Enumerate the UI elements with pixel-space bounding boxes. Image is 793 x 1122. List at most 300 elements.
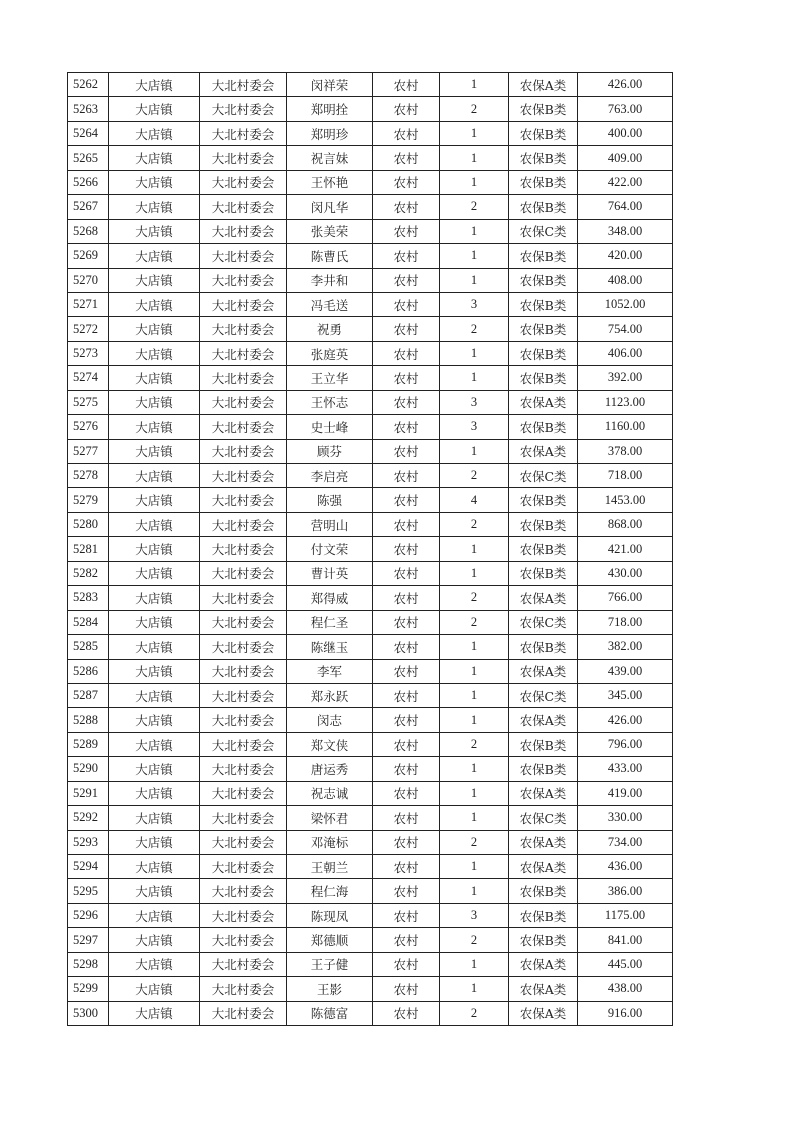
village-committee-cell: 大北村委会 (200, 464, 287, 488)
town-cell: 大店镇 (109, 732, 200, 756)
table-row (68, 781, 673, 805)
amount-cell: 841.00 (578, 928, 673, 952)
village-committee-cell: 大北村委会 (200, 512, 287, 536)
person-name-cell: 陈德富 (287, 1001, 373, 1025)
insurance-category-cell: 农保A类 (509, 390, 578, 414)
amount-cell: 796.00 (578, 732, 673, 756)
record-id-cell: 5266 (68, 170, 109, 194)
person-name-cell: 程仁圣 (287, 610, 373, 634)
person-name-cell: 闵祥荣 (287, 73, 373, 97)
person-name-cell: 王怀艳 (287, 170, 373, 194)
town-cell: 大店镇 (109, 170, 200, 194)
household-type-cell: 农村 (373, 659, 440, 683)
household-type-cell: 农村 (373, 244, 440, 268)
insurance-category-cell: 农保B类 (509, 537, 578, 561)
household-size-cell: 2 (440, 586, 509, 610)
table-row (68, 757, 673, 781)
village-committee-cell: 大北村委会 (200, 977, 287, 1001)
household-type-cell: 农村 (373, 390, 440, 414)
record-id-cell: 5295 (68, 879, 109, 903)
insurance-category-cell: 农保A类 (509, 855, 578, 879)
person-name-cell: 王立华 (287, 366, 373, 390)
table-row (68, 170, 673, 194)
village-committee-cell: 大北村委会 (200, 561, 287, 585)
person-name-cell: 王子健 (287, 952, 373, 976)
amount-cell: 1160.00 (578, 415, 673, 439)
record-id-cell: 5285 (68, 635, 109, 659)
town-cell: 大店镇 (109, 879, 200, 903)
insurance-category-cell: 农保B类 (509, 635, 578, 659)
household-type-cell: 农村 (373, 1001, 440, 1025)
amount-cell: 382.00 (578, 635, 673, 659)
insurance-category-cell: 农保B类 (509, 512, 578, 536)
household-type-cell: 农村 (373, 439, 440, 463)
record-id-cell: 5292 (68, 806, 109, 830)
village-committee-cell: 大北村委会 (200, 879, 287, 903)
table-row (68, 73, 673, 97)
record-id-cell: 5278 (68, 464, 109, 488)
household-size-cell: 1 (440, 439, 509, 463)
table-row (68, 292, 673, 316)
town-cell: 大店镇 (109, 928, 200, 952)
record-id-cell: 5264 (68, 121, 109, 145)
person-name-cell: 王影 (287, 977, 373, 1001)
insurance-category-cell: 农保B类 (509, 292, 578, 316)
household-size-cell: 2 (440, 195, 509, 219)
household-type-cell: 农村 (373, 146, 440, 170)
table-row (68, 146, 673, 170)
village-committee-cell: 大北村委会 (200, 952, 287, 976)
person-name-cell: 李井和 (287, 268, 373, 292)
town-cell: 大店镇 (109, 830, 200, 854)
record-id-cell: 5286 (68, 659, 109, 683)
town-cell: 大店镇 (109, 415, 200, 439)
household-type-cell: 农村 (373, 219, 440, 243)
amount-cell: 1453.00 (578, 488, 673, 512)
insurance-category-cell: 农保B类 (509, 366, 578, 390)
insurance-category-cell: 农保B类 (509, 757, 578, 781)
village-committee-cell: 大北村委会 (200, 121, 287, 145)
person-name-cell: 王怀志 (287, 390, 373, 414)
household-size-cell: 1 (440, 244, 509, 268)
table-row (68, 366, 673, 390)
table-row (68, 121, 673, 145)
town-cell: 大店镇 (109, 952, 200, 976)
table-row (68, 219, 673, 243)
amount-cell: 439.00 (578, 659, 673, 683)
table-row (68, 855, 673, 879)
amount-cell: 433.00 (578, 757, 673, 781)
person-name-cell: 史士峰 (287, 415, 373, 439)
record-id-cell: 5287 (68, 683, 109, 707)
household-size-cell: 1 (440, 537, 509, 561)
household-type-cell: 农村 (373, 73, 440, 97)
household-type-cell: 农村 (373, 341, 440, 365)
insurance-category-cell: 农保B类 (509, 146, 578, 170)
household-size-cell: 1 (440, 708, 509, 732)
household-type-cell: 农村 (373, 415, 440, 439)
household-type-cell: 农村 (373, 488, 440, 512)
village-committee-cell: 大北村委会 (200, 439, 287, 463)
household-size-cell: 2 (440, 512, 509, 536)
record-id-cell: 5280 (68, 512, 109, 536)
household-size-cell: 1 (440, 121, 509, 145)
town-cell: 大店镇 (109, 561, 200, 585)
household-size-cell: 2 (440, 610, 509, 634)
village-committee-cell: 大北村委会 (200, 73, 287, 97)
amount-cell: 419.00 (578, 781, 673, 805)
beneficiary-table (67, 72, 673, 1026)
amount-cell: 330.00 (578, 806, 673, 830)
insurance-category-cell: 农保B类 (509, 732, 578, 756)
household-type-cell: 农村 (373, 806, 440, 830)
person-name-cell: 郑文侠 (287, 732, 373, 756)
insurance-category-cell: 农保B类 (509, 97, 578, 121)
insurance-category-cell: 农保B类 (509, 317, 578, 341)
household-size-cell: 1 (440, 366, 509, 390)
village-committee-cell: 大北村委会 (200, 415, 287, 439)
record-id-cell: 5275 (68, 390, 109, 414)
amount-cell: 345.00 (578, 683, 673, 707)
household-type-cell: 农村 (373, 879, 440, 903)
record-id-cell: 5288 (68, 708, 109, 732)
record-id-cell: 5282 (68, 561, 109, 585)
insurance-category-cell: 农保A类 (509, 781, 578, 805)
amount-cell: 420.00 (578, 244, 673, 268)
record-id-cell: 5290 (68, 757, 109, 781)
town-cell: 大店镇 (109, 341, 200, 365)
person-name-cell: 付文荣 (287, 537, 373, 561)
household-size-cell: 3 (440, 292, 509, 316)
insurance-category-cell: 农保A类 (509, 73, 578, 97)
town-cell: 大店镇 (109, 806, 200, 830)
amount-cell: 734.00 (578, 830, 673, 854)
insurance-category-cell: 农保A类 (509, 586, 578, 610)
table-row (68, 537, 673, 561)
village-committee-cell: 大北村委会 (200, 757, 287, 781)
person-name-cell: 闵志 (287, 708, 373, 732)
amount-cell: 445.00 (578, 952, 673, 976)
table-row (68, 635, 673, 659)
person-name-cell: 营明山 (287, 512, 373, 536)
household-size-cell: 1 (440, 635, 509, 659)
town-cell: 大店镇 (109, 97, 200, 121)
person-name-cell: 陈继玉 (287, 635, 373, 659)
insurance-category-cell: 农保B类 (509, 170, 578, 194)
record-id-cell: 5296 (68, 903, 109, 927)
household-size-cell: 4 (440, 488, 509, 512)
table-row (68, 97, 673, 121)
household-type-cell: 农村 (373, 170, 440, 194)
amount-cell: 378.00 (578, 439, 673, 463)
household-type-cell: 农村 (373, 292, 440, 316)
village-committee-cell: 大北村委会 (200, 537, 287, 561)
town-cell: 大店镇 (109, 121, 200, 145)
village-committee-cell: 大北村委会 (200, 292, 287, 316)
amount-cell: 1052.00 (578, 292, 673, 316)
amount-cell: 421.00 (578, 537, 673, 561)
amount-cell: 763.00 (578, 97, 673, 121)
household-type-cell: 农村 (373, 928, 440, 952)
record-id-cell: 5289 (68, 732, 109, 756)
town-cell: 大店镇 (109, 366, 200, 390)
record-id-cell: 5277 (68, 439, 109, 463)
person-name-cell: 梁怀君 (287, 806, 373, 830)
insurance-category-cell: 农保B类 (509, 561, 578, 585)
town-cell: 大店镇 (109, 903, 200, 927)
person-name-cell: 曹计英 (287, 561, 373, 585)
table-row (68, 977, 673, 1001)
person-name-cell: 郑明珍 (287, 121, 373, 145)
village-committee-cell: 大北村委会 (200, 146, 287, 170)
household-type-cell: 农村 (373, 732, 440, 756)
person-name-cell: 王朝兰 (287, 855, 373, 879)
household-size-cell: 1 (440, 268, 509, 292)
record-id-cell: 5283 (68, 586, 109, 610)
table-row (68, 1001, 673, 1025)
amount-cell: 392.00 (578, 366, 673, 390)
household-size-cell: 1 (440, 952, 509, 976)
village-committee-cell: 大北村委会 (200, 317, 287, 341)
town-cell: 大店镇 (109, 586, 200, 610)
table-row (68, 244, 673, 268)
household-type-cell: 农村 (373, 903, 440, 927)
insurance-category-cell: 农保B类 (509, 195, 578, 219)
household-size-cell: 1 (440, 170, 509, 194)
village-committee-cell: 大北村委会 (200, 268, 287, 292)
household-size-cell: 1 (440, 73, 509, 97)
household-type-cell: 农村 (373, 757, 440, 781)
village-committee-cell: 大北村委会 (200, 586, 287, 610)
person-name-cell: 程仁海 (287, 879, 373, 903)
table-row (68, 732, 673, 756)
household-size-cell: 1 (440, 806, 509, 830)
household-type-cell: 农村 (373, 977, 440, 1001)
record-id-cell: 5274 (68, 366, 109, 390)
town-cell: 大店镇 (109, 195, 200, 219)
town-cell: 大店镇 (109, 757, 200, 781)
insurance-category-cell: 农保A类 (509, 830, 578, 854)
household-size-cell: 2 (440, 317, 509, 341)
household-type-cell: 农村 (373, 97, 440, 121)
household-size-cell: 1 (440, 146, 509, 170)
village-committee-cell: 大北村委会 (200, 830, 287, 854)
village-committee-cell: 大北村委会 (200, 219, 287, 243)
household-type-cell: 农村 (373, 830, 440, 854)
insurance-category-cell: 农保B类 (509, 879, 578, 903)
town-cell: 大店镇 (109, 317, 200, 341)
record-id-cell: 5291 (68, 781, 109, 805)
table-row (68, 512, 673, 536)
person-name-cell: 郑德顺 (287, 928, 373, 952)
village-committee-cell: 大北村委会 (200, 635, 287, 659)
household-type-cell: 农村 (373, 464, 440, 488)
town-cell: 大店镇 (109, 292, 200, 316)
person-name-cell: 李启亮 (287, 464, 373, 488)
village-committee-cell: 大北村委会 (200, 1001, 287, 1025)
person-name-cell: 陈曹氏 (287, 244, 373, 268)
household-type-cell: 农村 (373, 268, 440, 292)
household-size-cell: 3 (440, 415, 509, 439)
person-name-cell: 张美荣 (287, 219, 373, 243)
insurance-category-cell: 农保A类 (509, 1001, 578, 1025)
village-committee-cell: 大北村委会 (200, 488, 287, 512)
insurance-category-cell: 农保A类 (509, 659, 578, 683)
town-cell: 大店镇 (109, 855, 200, 879)
village-committee-cell: 大北村委会 (200, 341, 287, 365)
person-name-cell: 张庭英 (287, 341, 373, 365)
household-type-cell: 农村 (373, 610, 440, 634)
table-row (68, 341, 673, 365)
household-type-cell: 农村 (373, 683, 440, 707)
person-name-cell: 陈现凤 (287, 903, 373, 927)
town-cell: 大店镇 (109, 464, 200, 488)
person-name-cell: 唐运秀 (287, 757, 373, 781)
village-committee-cell: 大北村委会 (200, 390, 287, 414)
table-row (68, 708, 673, 732)
town-cell: 大店镇 (109, 390, 200, 414)
person-name-cell: 顾芬 (287, 439, 373, 463)
table-row (68, 806, 673, 830)
household-size-cell: 1 (440, 855, 509, 879)
record-id-cell: 5281 (68, 537, 109, 561)
record-id-cell: 5279 (68, 488, 109, 512)
amount-cell: 426.00 (578, 708, 673, 732)
household-type-cell: 农村 (373, 586, 440, 610)
town-cell: 大店镇 (109, 781, 200, 805)
amount-cell: 754.00 (578, 317, 673, 341)
household-size-cell: 1 (440, 781, 509, 805)
household-type-cell: 农村 (373, 537, 440, 561)
record-id-cell: 5272 (68, 317, 109, 341)
record-id-cell: 5294 (68, 855, 109, 879)
household-size-cell: 2 (440, 928, 509, 952)
record-id-cell: 5268 (68, 219, 109, 243)
household-type-cell: 农村 (373, 781, 440, 805)
insurance-category-cell: 农保B类 (509, 488, 578, 512)
village-committee-cell: 大北村委会 (200, 928, 287, 952)
household-type-cell: 农村 (373, 561, 440, 585)
town-cell: 大店镇 (109, 488, 200, 512)
town-cell: 大店镇 (109, 146, 200, 170)
household-type-cell: 农村 (373, 512, 440, 536)
town-cell: 大店镇 (109, 219, 200, 243)
person-name-cell: 郑明拴 (287, 97, 373, 121)
village-committee-cell: 大北村委会 (200, 806, 287, 830)
amount-cell: 718.00 (578, 610, 673, 634)
amount-cell: 1123.00 (578, 390, 673, 414)
town-cell: 大店镇 (109, 73, 200, 97)
household-type-cell: 农村 (373, 195, 440, 219)
table-row (68, 195, 673, 219)
record-id-cell: 5270 (68, 268, 109, 292)
amount-cell: 438.00 (578, 977, 673, 1001)
insurance-category-cell: 农保B类 (509, 244, 578, 268)
person-name-cell: 祝勇 (287, 317, 373, 341)
person-name-cell: 冯毛送 (287, 292, 373, 316)
table-row (68, 488, 673, 512)
table-row (68, 439, 673, 463)
record-id-cell: 5262 (68, 73, 109, 97)
insurance-category-cell: 农保B类 (509, 121, 578, 145)
village-committee-cell: 大北村委会 (200, 903, 287, 927)
amount-cell: 868.00 (578, 512, 673, 536)
amount-cell: 406.00 (578, 341, 673, 365)
town-cell: 大店镇 (109, 244, 200, 268)
insurance-category-cell: 农保A类 (509, 439, 578, 463)
record-id-cell: 5298 (68, 952, 109, 976)
household-size-cell: 1 (440, 683, 509, 707)
household-type-cell: 农村 (373, 635, 440, 659)
table-row (68, 390, 673, 414)
insurance-category-cell: 农保C类 (509, 806, 578, 830)
town-cell: 大店镇 (109, 1001, 200, 1025)
household-type-cell: 农村 (373, 317, 440, 341)
amount-cell: 409.00 (578, 146, 673, 170)
village-committee-cell: 大北村委会 (200, 97, 287, 121)
insurance-category-cell: 农保C类 (509, 610, 578, 634)
household-size-cell: 2 (440, 1001, 509, 1025)
amount-cell: 764.00 (578, 195, 673, 219)
household-size-cell: 1 (440, 659, 509, 683)
insurance-category-cell: 农保B类 (509, 928, 578, 952)
record-id-cell: 5273 (68, 341, 109, 365)
person-name-cell: 祝言妹 (287, 146, 373, 170)
town-cell: 大店镇 (109, 659, 200, 683)
village-committee-cell: 大北村委会 (200, 732, 287, 756)
town-cell: 大店镇 (109, 708, 200, 732)
insurance-category-cell: 农保C类 (509, 464, 578, 488)
table-row (68, 659, 673, 683)
village-committee-cell: 大北村委会 (200, 195, 287, 219)
town-cell: 大店镇 (109, 268, 200, 292)
person-name-cell: 祝志诚 (287, 781, 373, 805)
insurance-category-cell: 农保A类 (509, 952, 578, 976)
household-size-cell: 3 (440, 390, 509, 414)
record-id-cell: 5297 (68, 928, 109, 952)
table-row (68, 317, 673, 341)
table-row (68, 268, 673, 292)
record-id-cell: 5269 (68, 244, 109, 268)
town-cell: 大店镇 (109, 635, 200, 659)
town-cell: 大店镇 (109, 977, 200, 1001)
household-size-cell: 1 (440, 341, 509, 365)
household-type-cell: 农村 (373, 366, 440, 390)
household-size-cell: 1 (440, 757, 509, 781)
person-name-cell: 闵凡华 (287, 195, 373, 219)
record-id-cell: 5299 (68, 977, 109, 1001)
insurance-category-cell: 农保C类 (509, 219, 578, 243)
village-committee-cell: 大北村委会 (200, 683, 287, 707)
town-cell: 大店镇 (109, 610, 200, 634)
person-name-cell: 邓淹标 (287, 830, 373, 854)
household-size-cell: 2 (440, 464, 509, 488)
village-committee-cell: 大北村委会 (200, 366, 287, 390)
village-committee-cell: 大北村委会 (200, 170, 287, 194)
town-cell: 大店镇 (109, 683, 200, 707)
amount-cell: 422.00 (578, 170, 673, 194)
household-size-cell: 2 (440, 732, 509, 756)
table-row (68, 610, 673, 634)
amount-cell: 430.00 (578, 561, 673, 585)
person-name-cell: 陈强 (287, 488, 373, 512)
record-id-cell: 5263 (68, 97, 109, 121)
amount-cell: 408.00 (578, 268, 673, 292)
insurance-category-cell: 农保B类 (509, 268, 578, 292)
insurance-category-cell: 农保B类 (509, 415, 578, 439)
amount-cell: 400.00 (578, 121, 673, 145)
village-committee-cell: 大北村委会 (200, 781, 287, 805)
